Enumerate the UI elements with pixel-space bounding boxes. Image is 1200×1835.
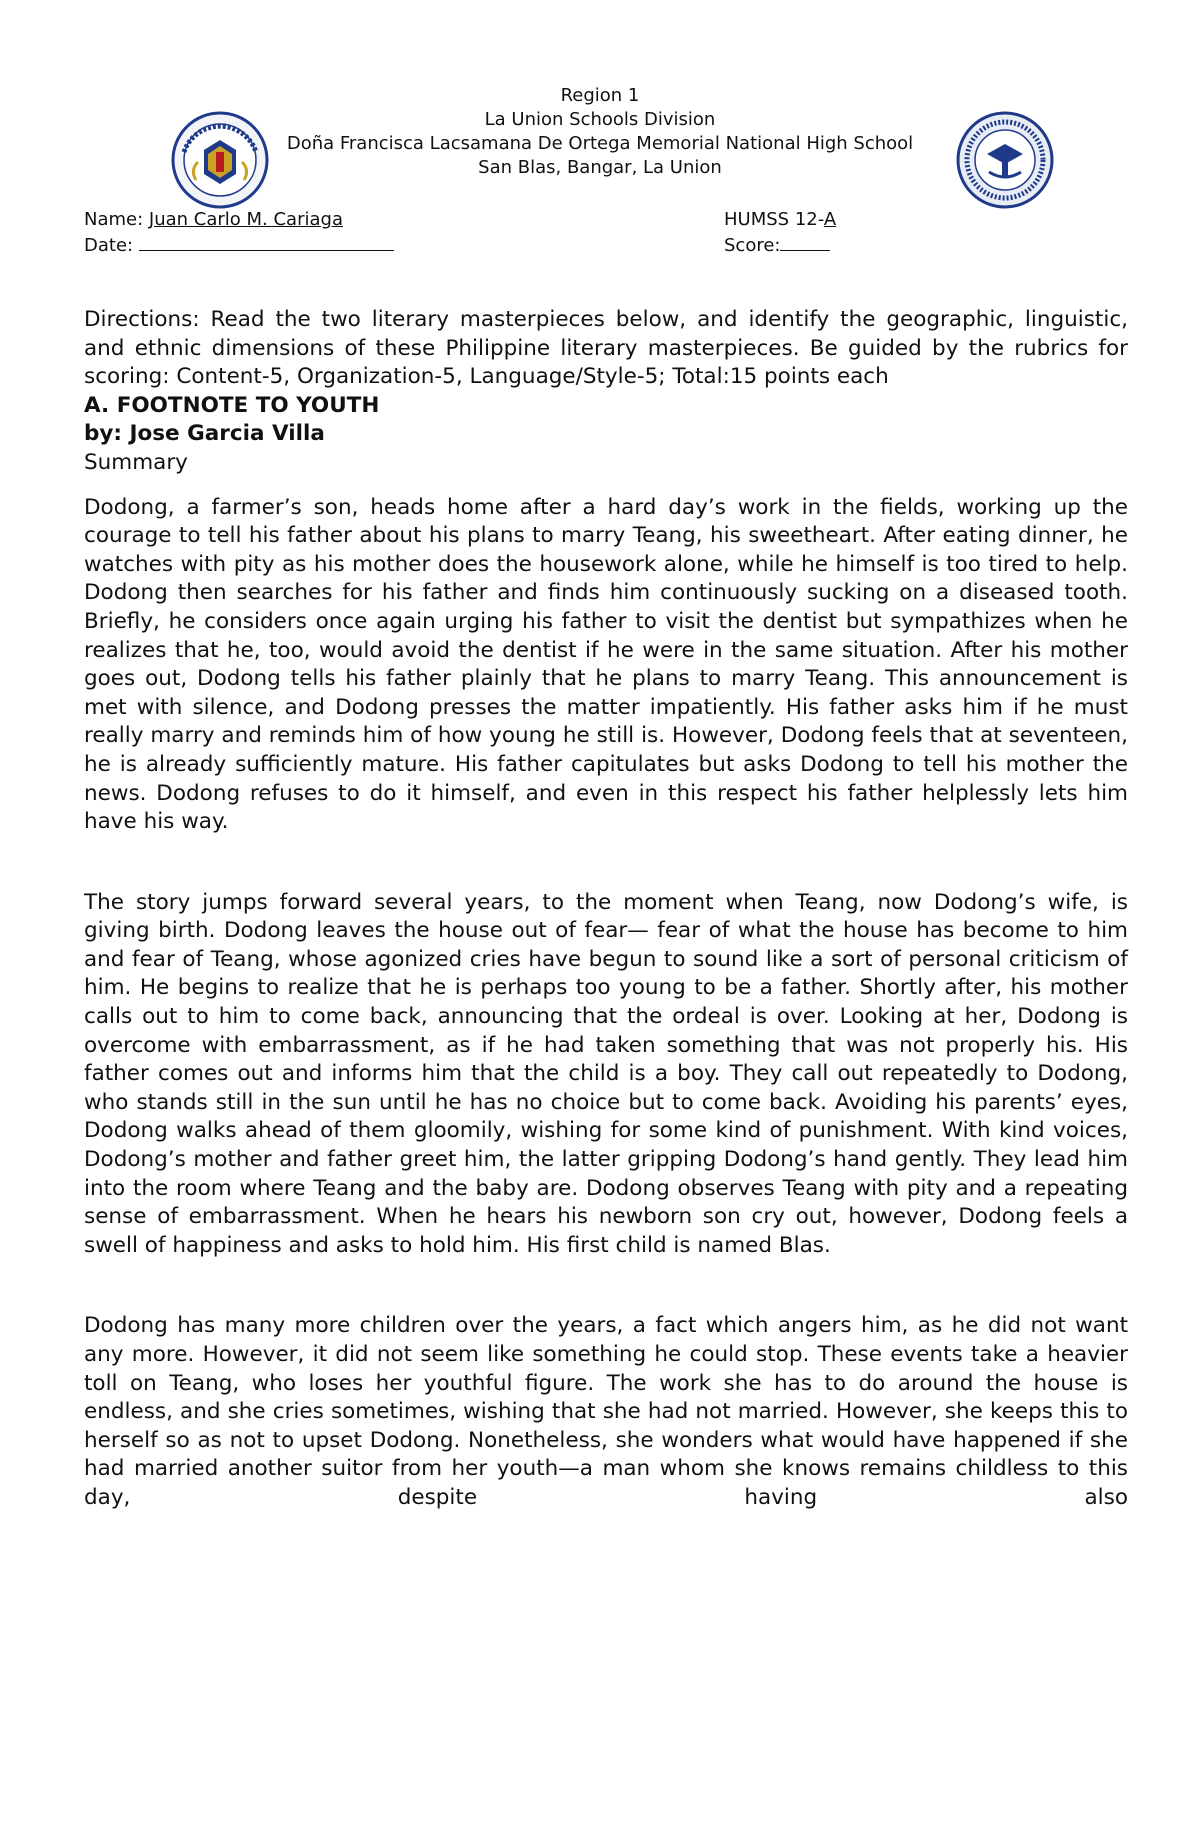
score-label: Score: — [724, 235, 781, 256]
region-line: Region 1 — [560, 85, 640, 106]
date-label: Date: — [84, 235, 134, 256]
class-field — [724, 208, 836, 232]
school-address-line: San Blas, Bangar, La Union — [478, 157, 722, 178]
score-blank — [780, 232, 830, 251]
letterhead-text — [220, 84, 980, 180]
class-section: A — [823, 209, 837, 230]
name-value: Juan Carlo M. Cariaga — [148, 209, 343, 230]
section-author: by: Jose Garcia Villa — [84, 421, 325, 447]
school-name-line: Doña Francisca Lacsamana De Ortega Memorial National High School — [286, 133, 914, 154]
name-label: Name: — [84, 209, 144, 230]
summary-heading: Summary — [84, 449, 188, 475]
date-field — [84, 232, 394, 258]
summary-paragraph: Dodong, a farmer’s son, heads home after a hard day’s work in the fields, working up the courage to tell his father about his plans to marry Teang, his sweetheart. After eating dinner, he watches with pity as his mother does the housework alone, while he himself is too tired to help. Dodong then searches for his father and finds him continuously sucking on a diseased tooth. Briefly, he considers once again urging his father to visit the dentist but sympathizes when he realizes that he, too, would avoid the dentist if he were in the same situation. After his mother goes out, Dodong tells his father plainly that he plans to marry Teang. This announcement is met with silence, and Dodong presses the matter impatiently. His father asks him if he must really marry and reminds him of how young he still is. However, Dodong feels that at seventeen, he is already sufficiently mature. His father capitulates but asks Dodong to tell his mother the news. Dodong refuses to do it himself, and even in this respect his father helplessly lets him have his way. — [84, 494, 1128, 835]
division-line: La Union Schools Division — [484, 109, 716, 130]
class-label: HUMSS 12- — [724, 209, 824, 230]
date-blank — [139, 232, 394, 251]
score-field — [724, 232, 830, 258]
letterhead — [150, 80, 1050, 190]
summary-paragraph: Dodong has many more children over the years, a fact which angers him, as he did not want any more. However, it did not seem like something he could stop. These events take a heavier toll on Teang, who loses her youthful figure. The work she has to do around the house is endless, and she cries sometimes, wishing that she had not married. However, she keeps this to herself so as not to upset Dodong. Nonetheless, she wonders what would have happened if she had married another suitor from her youth—a man whom she knows remains childless to this day, despite having also — [84, 1313, 1128, 1510]
directions-text: Directions: Read the two literary masterpieces below, and identify the geographic, linguistic, and ethnic dimensions of these Philippine literary masterpieces. Be guided by the rubrics for scoring: Content-5, Organization-5, Language/Style-5; Total:15 points each — [84, 307, 1128, 390]
student-info — [84, 208, 1124, 256]
summary-paragraph: The story jumps forward several years, to the moment when Teang, now Dodong’s wife, is giving birth. Dodong leaves the house out of fear— fear of what the house has become to him and fear of Teang, whose agonized cries have begun to sound like a sort of personal criticism of him. He begins to realize that he is perhaps too young to be a father. Shortly after, his mother calls out to him to come back, announcing that the ordeal is over. Looking at her, Dodong is overcome with embarrassment, as if he had taken something that was not properly his. His father comes out and informs him that the child is a boy. They call out repeatedly to Dodong, who stands still in the sun until he has no choice but to come back. Avoiding his parents’ eyes, Dodong walks ahead of them gloomily, wishing for some kind of punishment. With kind voices, Dodong’s mother and father greet him, the latter gripping Dodong’s hand gently. They lead him into the room where Teang and the baby are. Dodong observes Teang with pity and a repeating sense of embarrassment. When he hears his newborn son cry out, however, Dodong feels a swell of happiness and asks to hold him. His first child is named Blas. — [84, 889, 1128, 1258]
worksheet-body — [84, 306, 1128, 1513]
school-seal-icon — [955, 110, 1055, 210]
section-title: A. FOOTNOTE TO YOUTH — [84, 392, 380, 418]
name-field — [84, 208, 343, 232]
